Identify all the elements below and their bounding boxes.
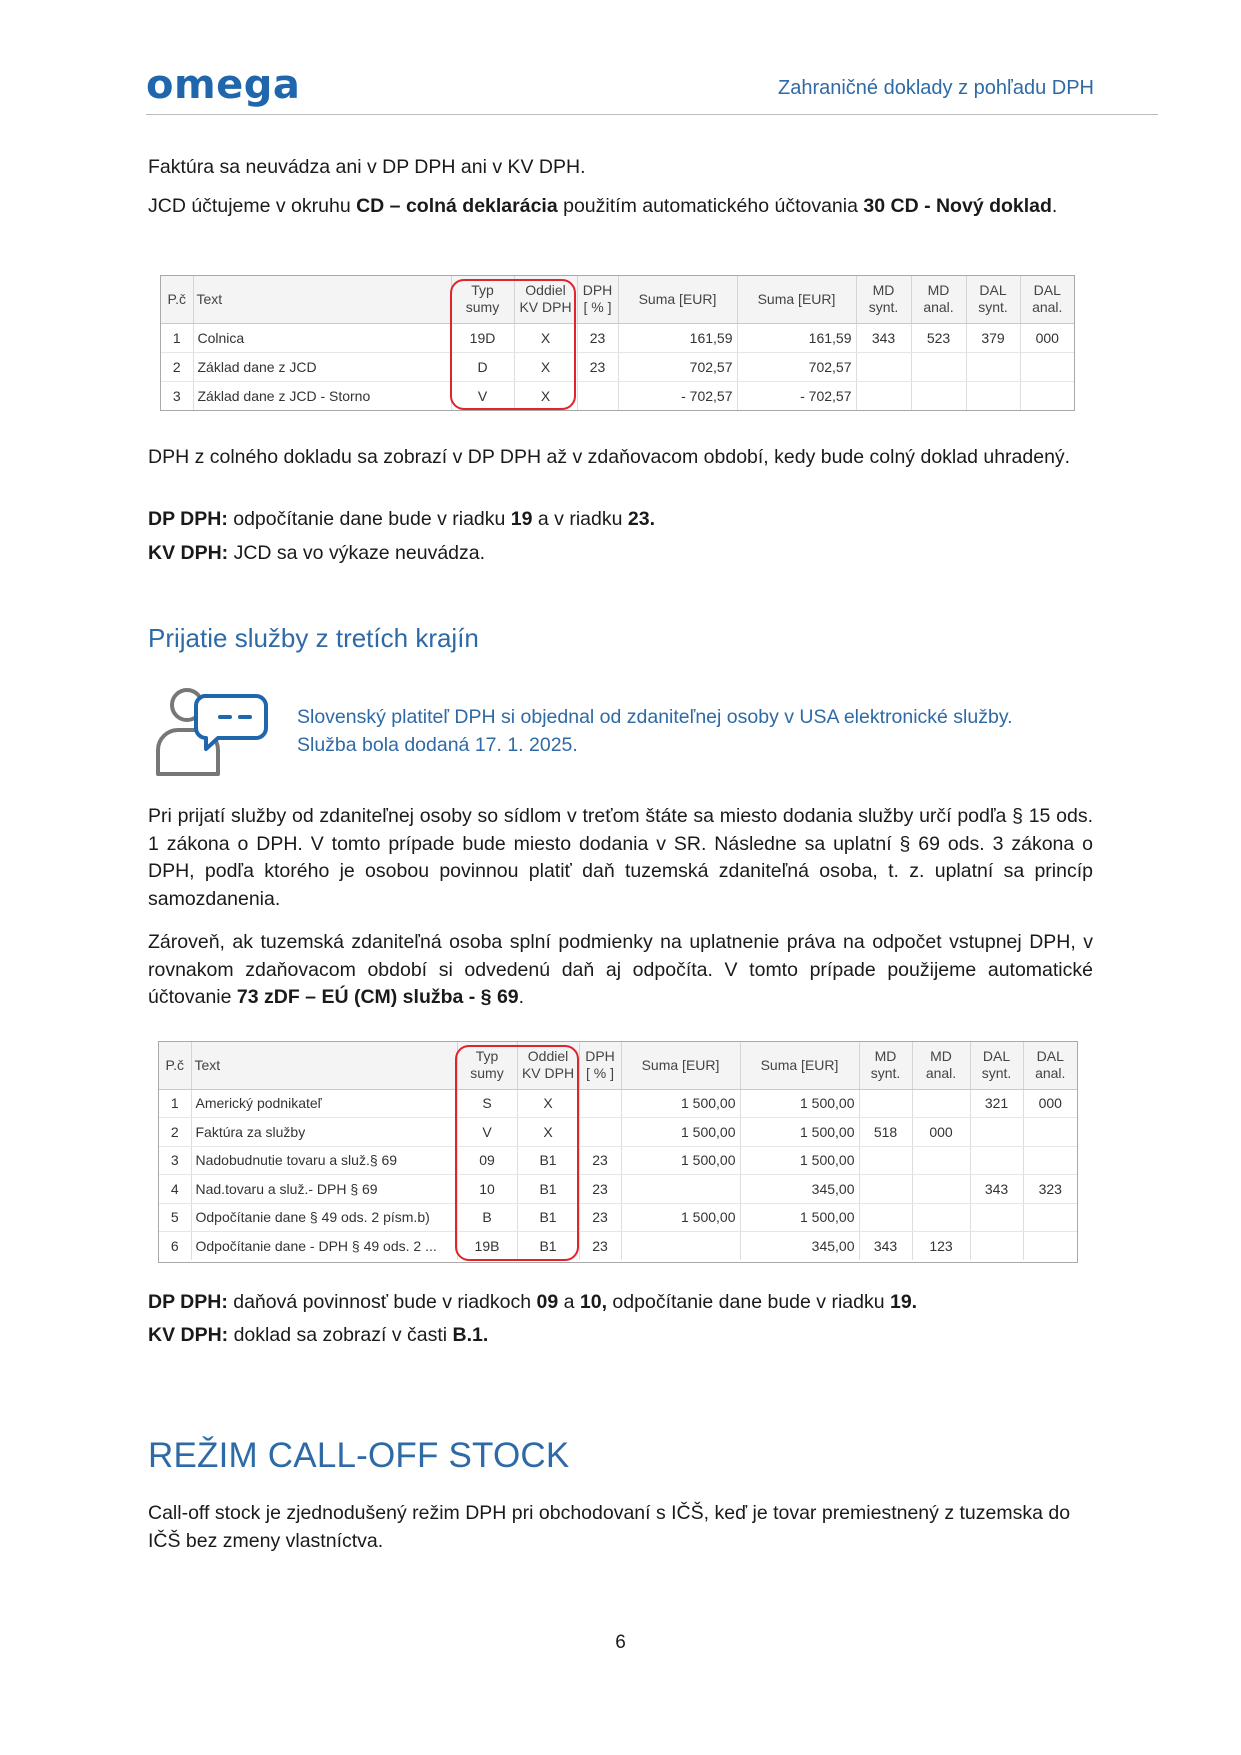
cell-suma-1[interactable] [621, 1175, 740, 1204]
header-line: synt. [981, 1065, 1012, 1082]
col-header-dal-anal[interactable] [1020, 276, 1074, 323]
cell-dal-anal[interactable]: 000 [1023, 1089, 1077, 1118]
cell-oddiel[interactable]: X [517, 1118, 579, 1147]
cell-oddiel[interactable]: X [514, 381, 577, 410]
bold-span: 19. [889, 1291, 918, 1313]
col-header-dph[interactable] [579, 1042, 621, 1089]
cell-dal-synt[interactable]: 321 [970, 1089, 1023, 1118]
cell-oddiel[interactable]: B1 [517, 1175, 579, 1204]
table-row[interactable] [159, 1089, 1077, 1118]
cell-typ[interactable]: 09 [457, 1146, 517, 1175]
bold-span: KV DPH: [148, 542, 229, 564]
header-line: Typ [475, 1048, 499, 1065]
cell-suma-2[interactable]: 1 500,00 [740, 1146, 859, 1175]
col-header-md-synt[interactable] [859, 1042, 912, 1089]
cell-dal-anal[interactable] [1023, 1146, 1077, 1175]
document-title: Zahraničné doklady z pohľadu DPH [777, 77, 1094, 99]
cell-md-anal[interactable]: 523 [911, 323, 966, 352]
cell-dph[interactable]: 23 [579, 1232, 621, 1261]
header-line: DAL [1036, 1048, 1064, 1065]
text-span: odpočítanie dane bude v riadku [227, 508, 511, 530]
cell-suma-1[interactable]: 1 500,00 [621, 1146, 740, 1175]
cell-text[interactable]: Americký podnikateľ [191, 1089, 457, 1118]
bold-span: DP DPH: [148, 508, 228, 530]
callout-line-2: Služba bola dodaná 17. 1. 2025. [297, 734, 578, 756]
cell-dph[interactable] [579, 1089, 621, 1118]
paragraph-kv-dph-1 [148, 540, 1093, 568]
col-header-text[interactable]: Text [193, 276, 451, 323]
table-row[interactable] [159, 1175, 1077, 1204]
col-header-dal-synt[interactable] [970, 1042, 1023, 1089]
bold-span: 19 [510, 508, 533, 530]
cell-dal-synt[interactable] [966, 352, 1020, 381]
header-line: KV DPH [519, 299, 572, 316]
col-header-md-anal[interactable] [911, 276, 966, 323]
cell-oddiel[interactable]: B1 [517, 1146, 579, 1175]
table-row[interactable] [159, 1118, 1077, 1147]
header-line: DPH [585, 1048, 615, 1065]
posting-table-1 [160, 275, 1075, 411]
cell-suma-1[interactable]: 1 500,00 [621, 1203, 740, 1232]
cell-typ[interactable]: 19D [451, 323, 514, 352]
posting-grid-1 [161, 276, 1074, 410]
text-span: . [518, 986, 525, 1008]
cell-dal-anal[interactable]: 000 [1020, 323, 1074, 352]
bold-span: 10, [579, 1291, 608, 1313]
header-line: MD [930, 1048, 952, 1065]
cell-suma-2[interactable]: 1 500,00 [740, 1089, 859, 1118]
header-line: Oddiel [527, 1048, 569, 1065]
text-span: daňová povinnosť bude v riadkoch [227, 1291, 537, 1313]
header-line: KV DPH [521, 1065, 575, 1082]
cell-oddiel[interactable]: B1 [517, 1203, 579, 1232]
text-span: a v riadku [532, 508, 628, 530]
section-heading-services: Prijatie služby z tretích krajín [148, 623, 479, 653]
cell-dal-anal[interactable] [1023, 1232, 1077, 1261]
col-header-dal-synt[interactable] [966, 276, 1020, 323]
paragraph-invoice-note: Faktúra sa neuvádza ani v DP DPH ani v KV DPH. [148, 156, 586, 178]
header-line: [ % ] [583, 299, 612, 316]
bold-span: 30 CD - Nový doklad [863, 195, 1052, 217]
cell-md-anal[interactable] [911, 381, 966, 410]
cell-dal-synt[interactable]: 379 [966, 323, 1020, 352]
header-line: sumy [470, 1065, 504, 1082]
cell-text[interactable]: Základ dane z JCD - Storno [193, 381, 451, 410]
header-line: DAL [979, 282, 1007, 299]
cell-dph[interactable]: 23 [579, 1146, 621, 1175]
cell-dph[interactable]: 23 [577, 352, 618, 381]
cell-md-synt[interactable] [856, 352, 911, 381]
example-callout [297, 703, 1093, 759]
cell-typ[interactable]: S [457, 1089, 517, 1118]
paragraph-kv-dph-2 [148, 1322, 1093, 1350]
cell-pc[interactable]: 4 [159, 1175, 191, 1204]
cell-suma-1[interactable]: 1 500,00 [621, 1089, 740, 1118]
header-line: sumy [465, 299, 500, 316]
cell-dal-anal[interactable] [1023, 1203, 1077, 1232]
header-line: DAL [1033, 282, 1061, 299]
cell-dal-synt[interactable] [966, 381, 1020, 410]
cell-suma-1[interactable]: 702,57 [618, 352, 737, 381]
cell-text[interactable]: Nadobudnutie tovaru a služ.§ 69 [191, 1146, 457, 1175]
header-line: synt. [978, 299, 1008, 316]
cell-md-anal[interactable] [912, 1089, 970, 1118]
text-span: JCD sa vo výkaze neuvádza. [228, 542, 486, 564]
page-number: 6 [615, 1632, 626, 1653]
cell-md-synt[interactable] [859, 1146, 912, 1175]
bold-span: 09 [536, 1291, 559, 1313]
paragraph-dp-dph-1 [148, 506, 1093, 534]
cell-md-synt[interactable] [859, 1089, 912, 1118]
cell-oddiel[interactable]: B1 [517, 1232, 579, 1261]
bold-span: 23. [627, 508, 655, 530]
cell-suma-2[interactable]: 345,00 [740, 1175, 859, 1204]
text-span: Zároveň, ak tuzemská zdaniteľná osoba splní podmienky na uplatnenie práva na odpočet vstupnej DPH, v rovnakom zdaňovacom období si odvedenú daň aj odpočíta. V tomto prípade použijeme automatické účtovanie [148, 931, 1093, 1008]
cell-text[interactable]: Základ dane z JCD [193, 352, 451, 381]
cell-pc[interactable]: 2 [159, 1118, 191, 1147]
cell-suma-1[interactable] [621, 1232, 740, 1261]
cell-dph[interactable] [577, 381, 618, 410]
cell-suma-2[interactable]: 161,59 [737, 323, 856, 352]
section-heading-call-off-stock: REŽIM CALL-OFF STOCK [148, 1436, 570, 1475]
bold-span: B.1. [452, 1324, 489, 1346]
col-header-suma-1[interactable]: Suma [EUR] [618, 276, 737, 323]
header-line: MD [927, 282, 950, 299]
cell-md-anal[interactable]: 123 [912, 1232, 970, 1261]
cell-pc[interactable]: 1 [161, 323, 193, 352]
cell-md-anal[interactable] [911, 352, 966, 381]
paragraph-place-of-supply: Pri prijatí služby od zdaniteľnej osoby so sídlom v treťom štáte sa miesto dodania služby určí podľa § 15 ods. 1 zákona o DPH. V tomto prípade bude miesto dodania v SR. Následne sa uplatní § 69 ods. 3 zákona o DPH, podľa ktorého je osobou povinnou platiť daň tuzemská zdaniteľná osoba, t. z. uplatní sa princíp samozdanenia. [148, 805, 1093, 910]
posting-grid-2-body [159, 1089, 1077, 1260]
cell-pc[interactable]: 1 [159, 1089, 191, 1118]
text-span: použitím automatického účtovania [557, 195, 864, 217]
cell-suma-2[interactable]: - 702,57 [737, 381, 856, 410]
col-header-suma-2[interactable]: Suma [EUR] [740, 1042, 859, 1089]
cell-dph[interactable] [579, 1118, 621, 1147]
header-line: anal. [925, 1065, 957, 1082]
col-header-md-synt[interactable] [856, 276, 911, 323]
bold-span: 73 zDF – EÚ (CM) služba - § 69 [236, 986, 519, 1008]
cell-typ[interactable]: D [451, 352, 514, 381]
paragraph-deduction [148, 929, 1093, 1012]
table-row[interactable] [159, 1203, 1077, 1232]
paragraph-dp-dph-2 [148, 1289, 1093, 1317]
cell-typ[interactable]: 10 [457, 1175, 517, 1204]
cell-pc[interactable]: 3 [159, 1146, 191, 1175]
header-line: anal. [923, 299, 954, 316]
header-line: anal. [1032, 299, 1063, 316]
col-header-suma-2[interactable]: Suma [EUR] [737, 276, 856, 323]
col-header-suma-1[interactable]: Suma [EUR] [621, 1042, 740, 1089]
header-line: DPH [582, 282, 613, 299]
highlight-frame [455, 1045, 579, 1261]
text-span: doklad sa zobrazí v časti [228, 1324, 453, 1346]
cell-md-synt[interactable] [856, 381, 911, 410]
cell-md-anal[interactable] [912, 1146, 970, 1175]
cell-md-anal[interactable]: 000 [912, 1118, 970, 1147]
cell-md-synt[interactable]: 343 [856, 323, 911, 352]
cell-text[interactable]: Odpočítanie dane - DPH § 49 ods. 2 ... [191, 1232, 457, 1261]
header-line: [ % ] [585, 1065, 614, 1082]
header-line: synt. [870, 1065, 901, 1082]
cell-md-synt[interactable]: 343 [859, 1232, 912, 1261]
cell-dal-synt[interactable] [970, 1146, 1023, 1175]
paragraph-call-off-stock: Call-off stock je zjednodušený režim DPH pri obchodovaní s IČŠ, keď je tovar premiestnený z tuzemska do IČŠ bez zmeny vlastníctva. [148, 1502, 1071, 1552]
cell-dal-synt[interactable] [970, 1203, 1023, 1232]
cell-md-anal[interactable] [912, 1203, 970, 1232]
omega-logo: omega [146, 62, 301, 108]
header-line: synt. [868, 299, 899, 316]
cell-dph[interactable]: 23 [579, 1203, 621, 1232]
table-row[interactable] [161, 381, 1074, 410]
cell-text[interactable]: Colnica [193, 323, 451, 352]
cell-oddiel[interactable]: X [514, 323, 577, 352]
cell-suma-2[interactable]: 345,00 [740, 1232, 859, 1261]
cell-dal-synt[interactable] [970, 1118, 1023, 1147]
cell-pc[interactable]: 2 [161, 352, 193, 381]
cell-md-synt[interactable]: 518 [859, 1118, 912, 1147]
text-span: a [558, 1291, 580, 1313]
posting-grid-2 [159, 1042, 1077, 1260]
header-line: MD [872, 282, 895, 299]
cell-dph[interactable]: 23 [579, 1175, 621, 1204]
cell-text[interactable]: Nad.tovaru a služ.- DPH § 69 [191, 1175, 457, 1204]
cell-md-synt[interactable] [859, 1175, 912, 1204]
col-header-pc[interactable]: P.č [159, 1042, 191, 1089]
cell-typ[interactable]: V [457, 1118, 517, 1147]
cell-dal-synt[interactable] [970, 1232, 1023, 1261]
cell-pc[interactable]: 5 [159, 1203, 191, 1232]
text-span: odpočítanie dane bude v riadku [607, 1291, 890, 1313]
header-line: MD [874, 1048, 897, 1065]
cell-typ[interactable]: B [457, 1203, 517, 1232]
text-span: . [1051, 195, 1058, 217]
cell-text[interactable]: Odpočítanie dane § 49 ods. 2 písm.b) [191, 1203, 457, 1232]
bold-span: KV DPH: [148, 1324, 229, 1346]
col-header-dal-anal[interactable] [1023, 1042, 1077, 1089]
header-line: DAL [982, 1048, 1011, 1065]
paragraph-customs-vat: DPH z colného dokladu sa zobrazí v DP DPH až v zdaňovacom období, kedy bude colný doklad uhradený. [148, 446, 1071, 468]
cell-suma-1[interactable]: 1 500,00 [621, 1118, 740, 1147]
posting-table-2 [158, 1041, 1078, 1263]
posting-grid-1-body [161, 323, 1074, 410]
cell-suma-1[interactable]: 161,59 [618, 323, 737, 352]
cell-dph[interactable]: 23 [577, 323, 618, 352]
cell-md-synt[interactable] [859, 1203, 912, 1232]
table-row[interactable] [161, 323, 1074, 352]
cell-dal-anal[interactable] [1023, 1118, 1077, 1147]
header-line: anal. [1035, 1065, 1066, 1082]
cell-suma-2[interactable]: 702,57 [737, 352, 856, 381]
cell-pc[interactable]: 6 [159, 1232, 191, 1261]
bold-span: DP DPH: [148, 1291, 228, 1313]
bold-span: CD – colná deklarácia [356, 195, 558, 217]
cell-pc[interactable]: 3 [161, 381, 193, 410]
paragraph-jcd-booking [148, 193, 1093, 221]
col-header-md-anal[interactable] [912, 1042, 970, 1089]
table-row[interactable] [159, 1232, 1077, 1261]
highlight-frame [450, 279, 576, 410]
header-line: Typ [471, 282, 494, 299]
person-chat-icon [154, 686, 270, 778]
table-row[interactable] [159, 1146, 1077, 1175]
cell-suma-1[interactable]: - 702,57 [618, 381, 737, 410]
header-line: Oddiel [525, 282, 566, 299]
cell-dal-anal[interactable]: 323 [1023, 1175, 1077, 1204]
callout-line-1: Slovenský platiteľ DPH si objednal od zdaniteľnej osoby v USA elektronické služby. [297, 706, 1013, 728]
col-header-dph[interactable] [577, 276, 618, 323]
cell-suma-2[interactable]: 1 500,00 [740, 1118, 859, 1147]
cell-text[interactable]: Faktúra za služby [191, 1118, 457, 1147]
table-row[interactable] [161, 352, 1074, 381]
cell-suma-2[interactable]: 1 500,00 [740, 1203, 859, 1232]
cell-md-anal[interactable] [912, 1175, 970, 1204]
cell-oddiel[interactable]: X [517, 1089, 579, 1118]
cell-dal-synt[interactable]: 343 [970, 1175, 1023, 1204]
col-header-text[interactable]: Text [191, 1042, 457, 1089]
cell-typ[interactable]: V [451, 381, 514, 410]
cell-dal-anal[interactable] [1020, 381, 1074, 410]
cell-oddiel[interactable]: X [514, 352, 577, 381]
text-span: JCD účtujeme v okruhu [148, 195, 357, 217]
header-divider [146, 114, 1158, 115]
cell-typ[interactable]: 19B [457, 1232, 517, 1261]
cell-dal-anal[interactable] [1020, 352, 1074, 381]
col-header-pc[interactable]: P.č [161, 276, 193, 323]
